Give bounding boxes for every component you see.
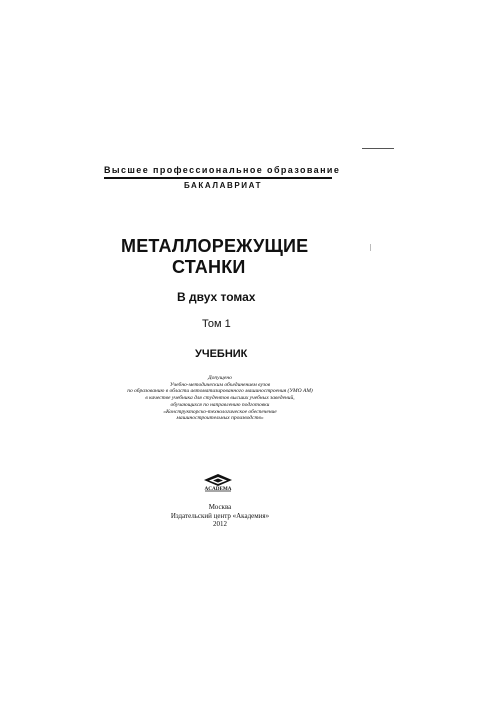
series-level: БАКАЛАВРИАТ bbox=[184, 181, 263, 190]
approval-statement bbox=[100, 375, 340, 422]
approval-line: обучающихся по направлению подготовки bbox=[170, 401, 270, 408]
series-rule bbox=[104, 177, 332, 179]
book-title-line-2: СТАНКИ bbox=[172, 257, 246, 277]
approval-line: в качестве учебника для студентов высших учебных заведений, bbox=[145, 395, 295, 402]
book-title-line-1: МЕТАЛЛОРЕЖУЩИЕ bbox=[121, 236, 309, 256]
imprint bbox=[120, 503, 320, 529]
corner-crop-mark bbox=[362, 148, 394, 149]
publisher-logo bbox=[202, 472, 234, 498]
logo-text: ACADEMA bbox=[204, 486, 232, 493]
margin-mark bbox=[370, 244, 371, 251]
approval-line: машиностроительных производств» bbox=[176, 415, 264, 422]
book-title bbox=[121, 236, 308, 278]
series-header bbox=[104, 165, 341, 191]
academy-logo-icon bbox=[202, 472, 234, 498]
approval-line: Учебно-методическим объединением вузов bbox=[169, 381, 271, 388]
volume-number: Том 1 bbox=[202, 318, 231, 330]
approval-line: Допущено bbox=[208, 375, 232, 381]
approval-line: «Конструкторско-технологическое обеспечение bbox=[163, 408, 277, 415]
series-title: Высшее профессиональное образование bbox=[104, 165, 341, 175]
imprint-city: Москва bbox=[208, 503, 232, 511]
imprint-year: 2012 bbox=[213, 520, 227, 528]
volumes-note: В двух томах bbox=[177, 290, 256, 304]
imprint-publisher: Издательский центр «Академия» bbox=[170, 511, 270, 520]
approval-line: по образованию в области автоматизированного машиностроения (УМО АМ) bbox=[127, 388, 313, 395]
document-type: УЧЕБНИК bbox=[195, 348, 248, 360]
